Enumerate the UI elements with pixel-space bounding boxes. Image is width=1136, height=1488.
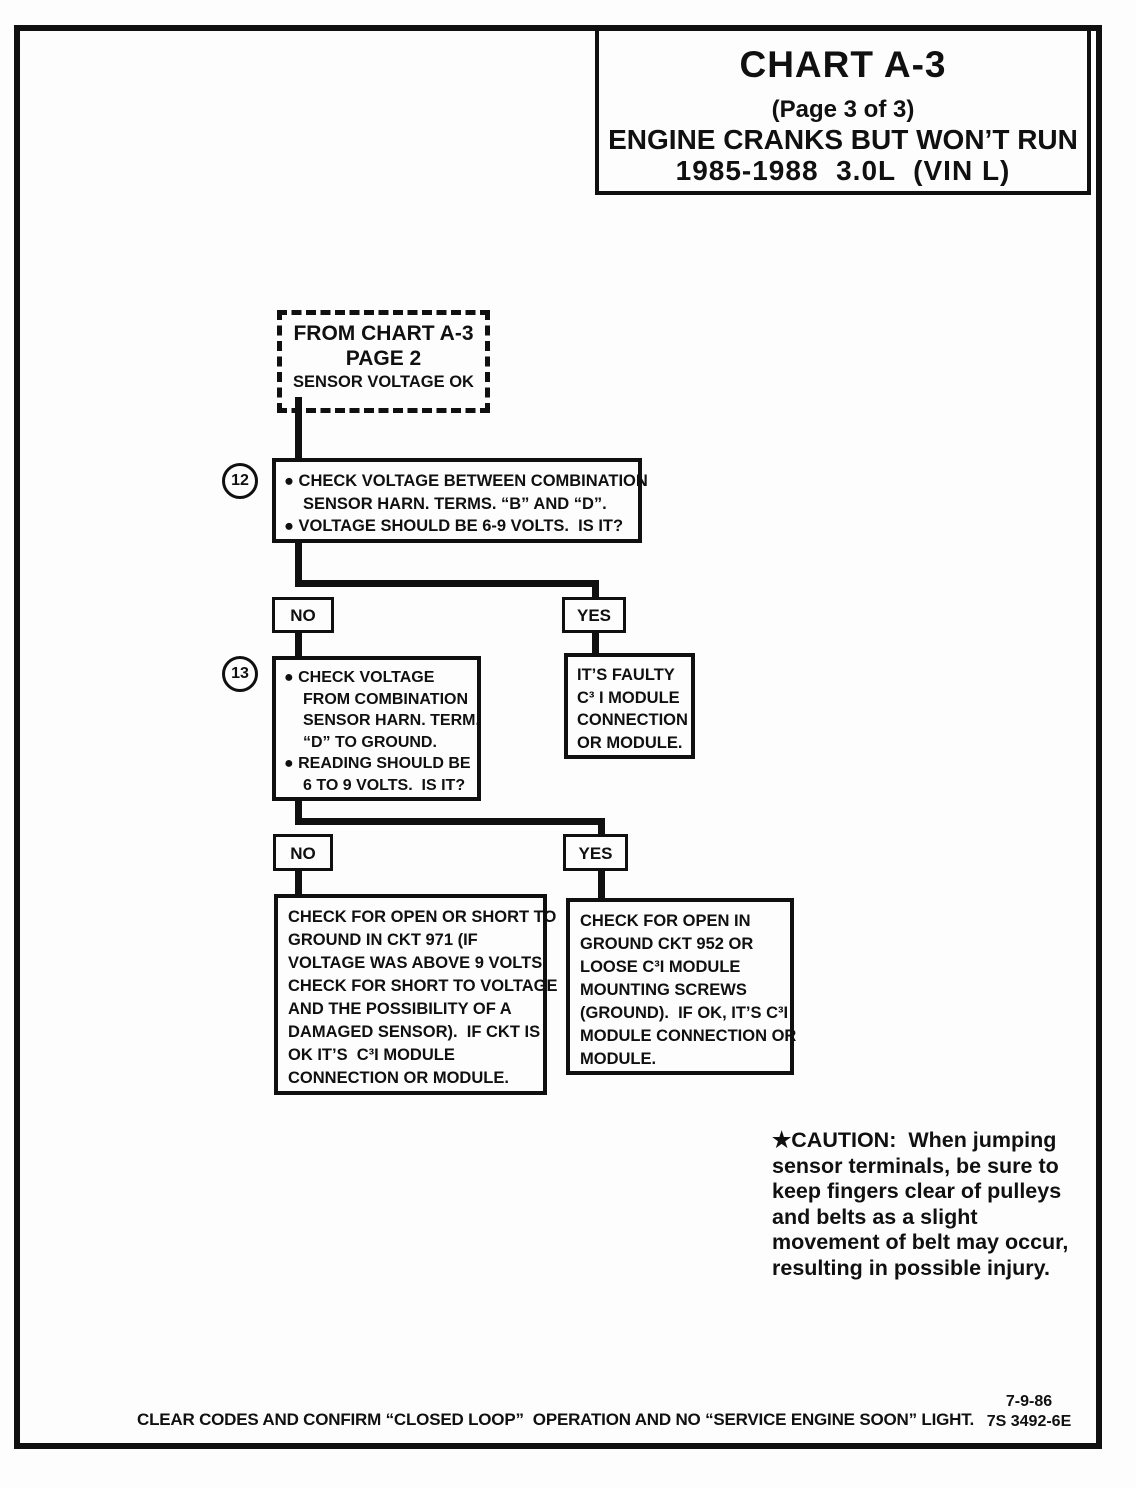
yes2-result-line: GROUND CKT 952 OR: [580, 935, 754, 953]
no2-result-box: [274, 894, 558, 1095]
chart-page-info: (Page 3 of 3): [771, 96, 915, 123]
connector-branch2-horizontal: [295, 818, 605, 825]
connector-yes2-to-result: [598, 871, 605, 900]
no2-result-line: AND THE POSSIBILITY OF A: [288, 1000, 512, 1018]
connector-branch1-horizontal: [295, 580, 599, 587]
no2-result-line: OK IT’S C³I MODULE: [288, 1046, 455, 1064]
caution-line: ★CAUTION: When jumping: [772, 1128, 1057, 1152]
caution-line: keep fingers clear of pulleys: [772, 1179, 1062, 1203]
caution-line: and belts as a slight: [772, 1204, 978, 1229]
step-12-box: [272, 458, 648, 543]
step-13-text-line: ● CHECK VOLTAGE: [284, 669, 435, 686]
step-13-text-line: FROM COMBINATION: [303, 690, 469, 708]
branch1-no-label: NO: [272, 597, 334, 633]
start-box-line: PAGE 2: [345, 347, 422, 370]
no2-result-line: VOLTAGE WAS ABOVE 9 VOLTS,: [288, 954, 547, 972]
no2-result-line: CHECK FOR OPEN OR SHORT TO: [288, 908, 557, 926]
branch1-yes-label: YES: [562, 597, 626, 633]
step-13-text-line: 6 TO 9 VOLTS. IS IT?: [303, 776, 466, 794]
caution-note: [772, 1128, 1102, 1281]
yes2-result-line: CHECK FOR OPEN IN: [580, 912, 751, 930]
step-12-text-line: SENSOR HARN. TERMS. “B” AND “D”.: [303, 494, 607, 513]
footer-doc-code: 7S 3492-6E: [986, 1413, 1072, 1430]
yes1-result-box: [564, 653, 695, 759]
step-number-12: 12: [231, 472, 249, 489]
yes2-result-line: LOOSE C³I MODULE: [580, 958, 741, 976]
chart-subtitle: ENGINE CRANKS BUT WON’T RUN: [608, 124, 1078, 155]
step-number-12-circle: [222, 463, 258, 499]
yes1-result-line: CONNECTION: [577, 711, 688, 729]
yes1-result-line: C³ I MODULE: [577, 688, 680, 707]
yes2-result-line: MODULE.: [580, 1050, 657, 1068]
no2-result-line: GROUND IN CKT 971 (IF: [288, 931, 478, 949]
footer-reference: [975, 1392, 1083, 1432]
start-box-line: FROM CHART A-3: [293, 322, 474, 345]
no2-result-line: CONNECTION OR MODULE.: [288, 1069, 509, 1087]
branch2-no-label: NO: [273, 834, 333, 871]
chart-title-box: [595, 27, 1091, 195]
yes2-result-box: [566, 898, 797, 1075]
yes2-result-line: MODULE CONNECTION OR: [580, 1027, 797, 1045]
footer-note: CLEAR CODES AND CONFIRM “CLOSED LOOP” OPERATION AND NO “SERVICE ENGINE SOON” LIGHT.: [137, 1410, 975, 1429]
yes2-result-line: (GROUND). IF OK, IT’S C³I: [580, 1004, 789, 1022]
yes2-result-line: MOUNTING SCREWS: [580, 981, 747, 999]
step-13-text-line: ● READING SHOULD BE: [284, 755, 471, 772]
connector-yes1-to-result: [592, 633, 599, 655]
step-12-text-line: ● VOLTAGE SHOULD BE 6-9 VOLTS. IS IT?: [284, 517, 624, 535]
caution-line: sensor terminals, be sure to: [772, 1153, 1059, 1178]
caution-line: resulting in possible injury.: [772, 1255, 1050, 1280]
step-number-13: 13: [231, 665, 249, 682]
caution-line: movement of belt may occur,: [772, 1230, 1069, 1254]
chart-model-info: 1985-1988 3.0L (VIN L): [675, 155, 1011, 186]
step-13-box: [272, 656, 481, 801]
step-13-text-line: “D” TO GROUND.: [303, 733, 437, 751]
yes1-result-line: IT’S FAULTY: [577, 666, 675, 684]
no2-result-line: CHECK FOR SHORT TO VOLTAGE: [288, 977, 558, 995]
step-12-text-line: ● CHECK VOLTAGE BETWEEN COMBINATION: [284, 472, 648, 490]
chart-title: CHART A-3: [739, 44, 947, 85]
step-13-text-line: SENSOR HARN. TERM.: [303, 712, 480, 729]
yes1-result-line: OR MODULE.: [577, 733, 683, 752]
start-box-line: SENSOR VOLTAGE OK: [293, 373, 474, 391]
footer-date: 7-9-86: [1005, 1393, 1053, 1410]
no2-result-line: DAMAGED SENSOR). IF CKT IS: [288, 1023, 541, 1041]
branch2-yes-label: YES: [563, 834, 628, 871]
start-box-from-chart-a3-page2: [277, 310, 490, 413]
step-number-13-circle: [222, 656, 258, 692]
connector-no2-to-result: [295, 871, 302, 896]
